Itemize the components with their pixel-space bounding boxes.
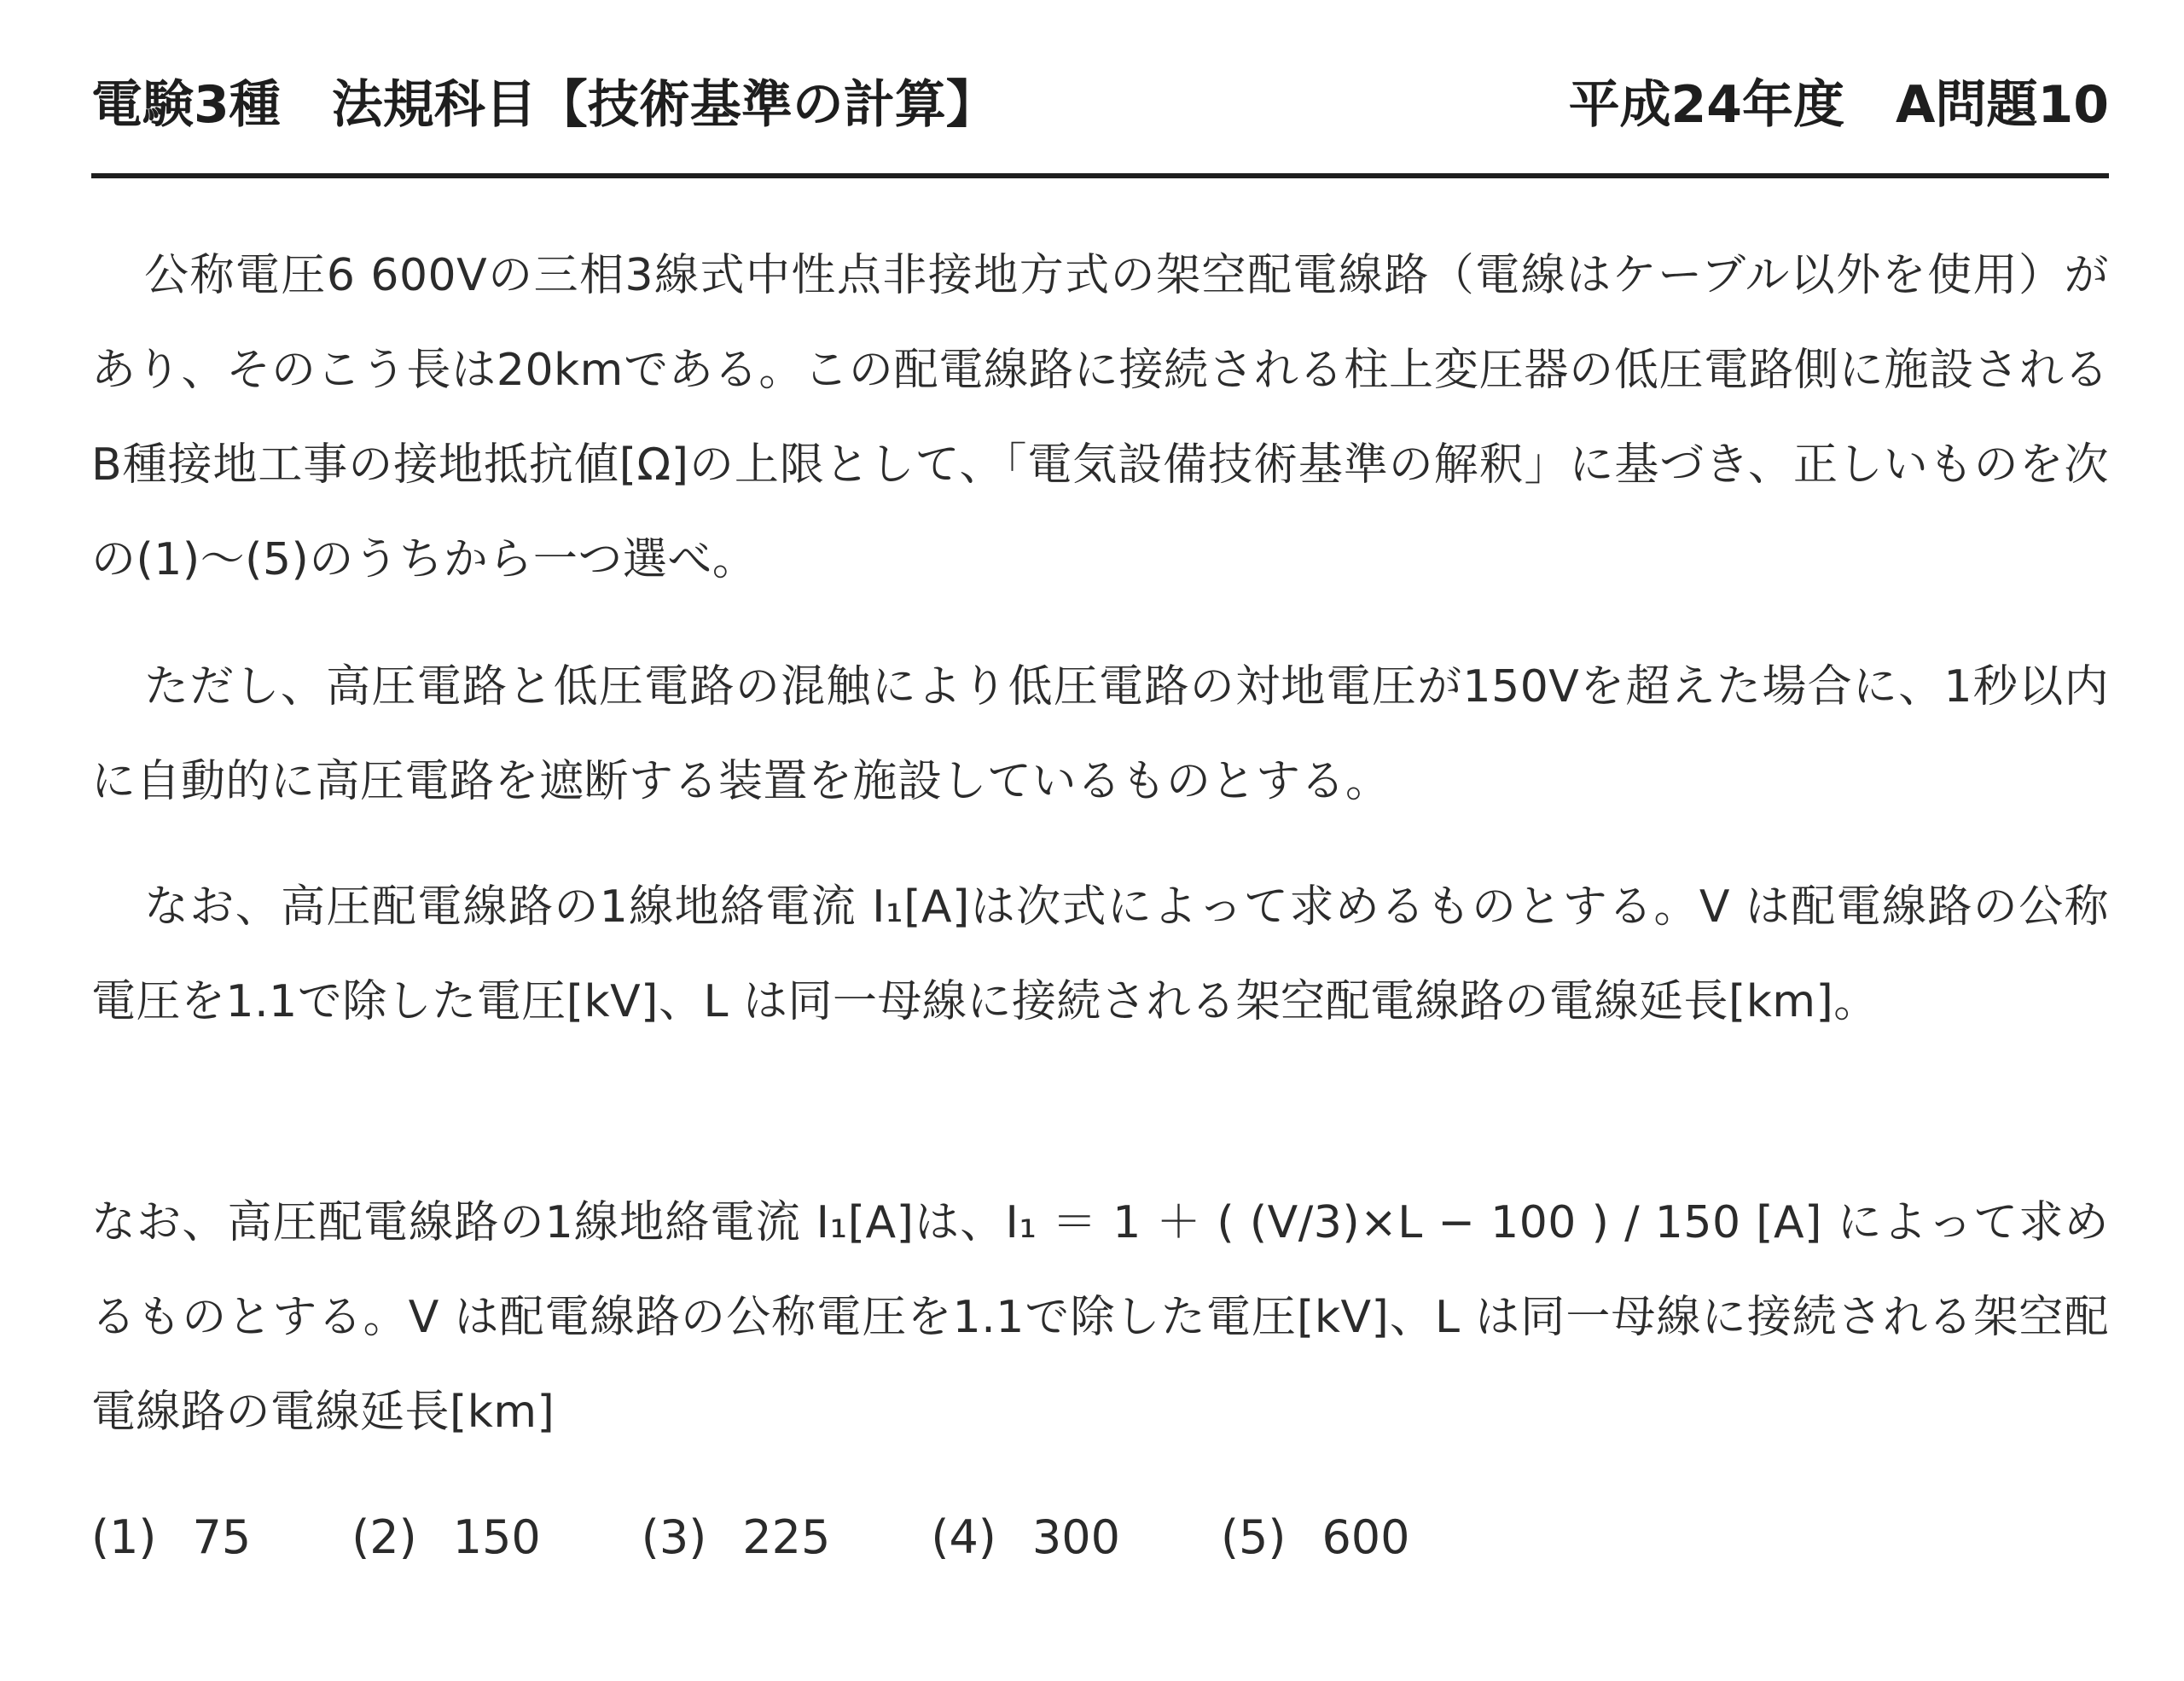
choice-value: 300 [1031,1510,1120,1564]
choice-4 [931,1510,1120,1564]
choice-2 [351,1510,541,1564]
choice-value: 75 [192,1510,252,1564]
choice-1 [91,1510,251,1564]
subject-title: 電験3種 法規科目【技術基準の計算】 [91,75,997,135]
header [91,67,2109,135]
exam-label: 平成24年度 A問題10 [1568,75,2109,135]
answer-choices [91,1490,1511,1585]
condition-paragraph: ただし、高圧電路と低圧電路の混触により低圧電路の対地電圧が150Vを超えた場合に、1秒以内に自動的に高圧電路を遮断する装置を施設しているものとする。 [91,661,2109,807]
choice-value: 600 [1321,1510,1410,1564]
choice-value: 150 [452,1510,541,1564]
note-paragraph: なお、高圧配電線路の1線地絡電流 I₁[A]は次式によって求めるものとする。V は配電線路の公称電圧を1.1で除した電圧[kV]、L は同一母線に接続される架空配電線路の電線延長[km]。 [91,881,2109,1027]
choice-number: (4) [931,1510,996,1564]
header-divider [91,173,2109,178]
formula-paragraph: なお、高圧配電線路の1線地絡電流 I₁[A]は、I₁ ＝ 1 ＋ ( (V/3)×L − 100 ) / 150 [A] によって求めるものとする。V は配電線路の公称電圧を1.1で除した電圧[kV]、L は同一母線に接続される架空配電線路の電線延長[km] [91,1197,2109,1438]
choice-value: 225 [742,1510,831,1564]
choice-number: (1) [91,1510,157,1564]
choice-number: (3) [641,1510,707,1564]
choice-number: (2) [351,1510,417,1564]
document-page [91,0,2109,1681]
choice-number: (5) [1220,1510,1287,1564]
choice-3 [642,1510,831,1564]
choice-5 [1221,1510,1410,1564]
question-paragraph: 公称電圧6 600Vの三相3線式中性点非接地方式の架空配電線路（電線はケーブル以外を使用）があり、そのこう長は20kmである。この配電線路に接続される柱上変圧器の低圧電路側に施設されるB種接地工事の接地抵抗値[Ω]の上限として、「電気設備技術基準の解釈」に基づき、正しいものを次の(1)〜(5)のうちから一つ選べ。 [91,250,2109,585]
